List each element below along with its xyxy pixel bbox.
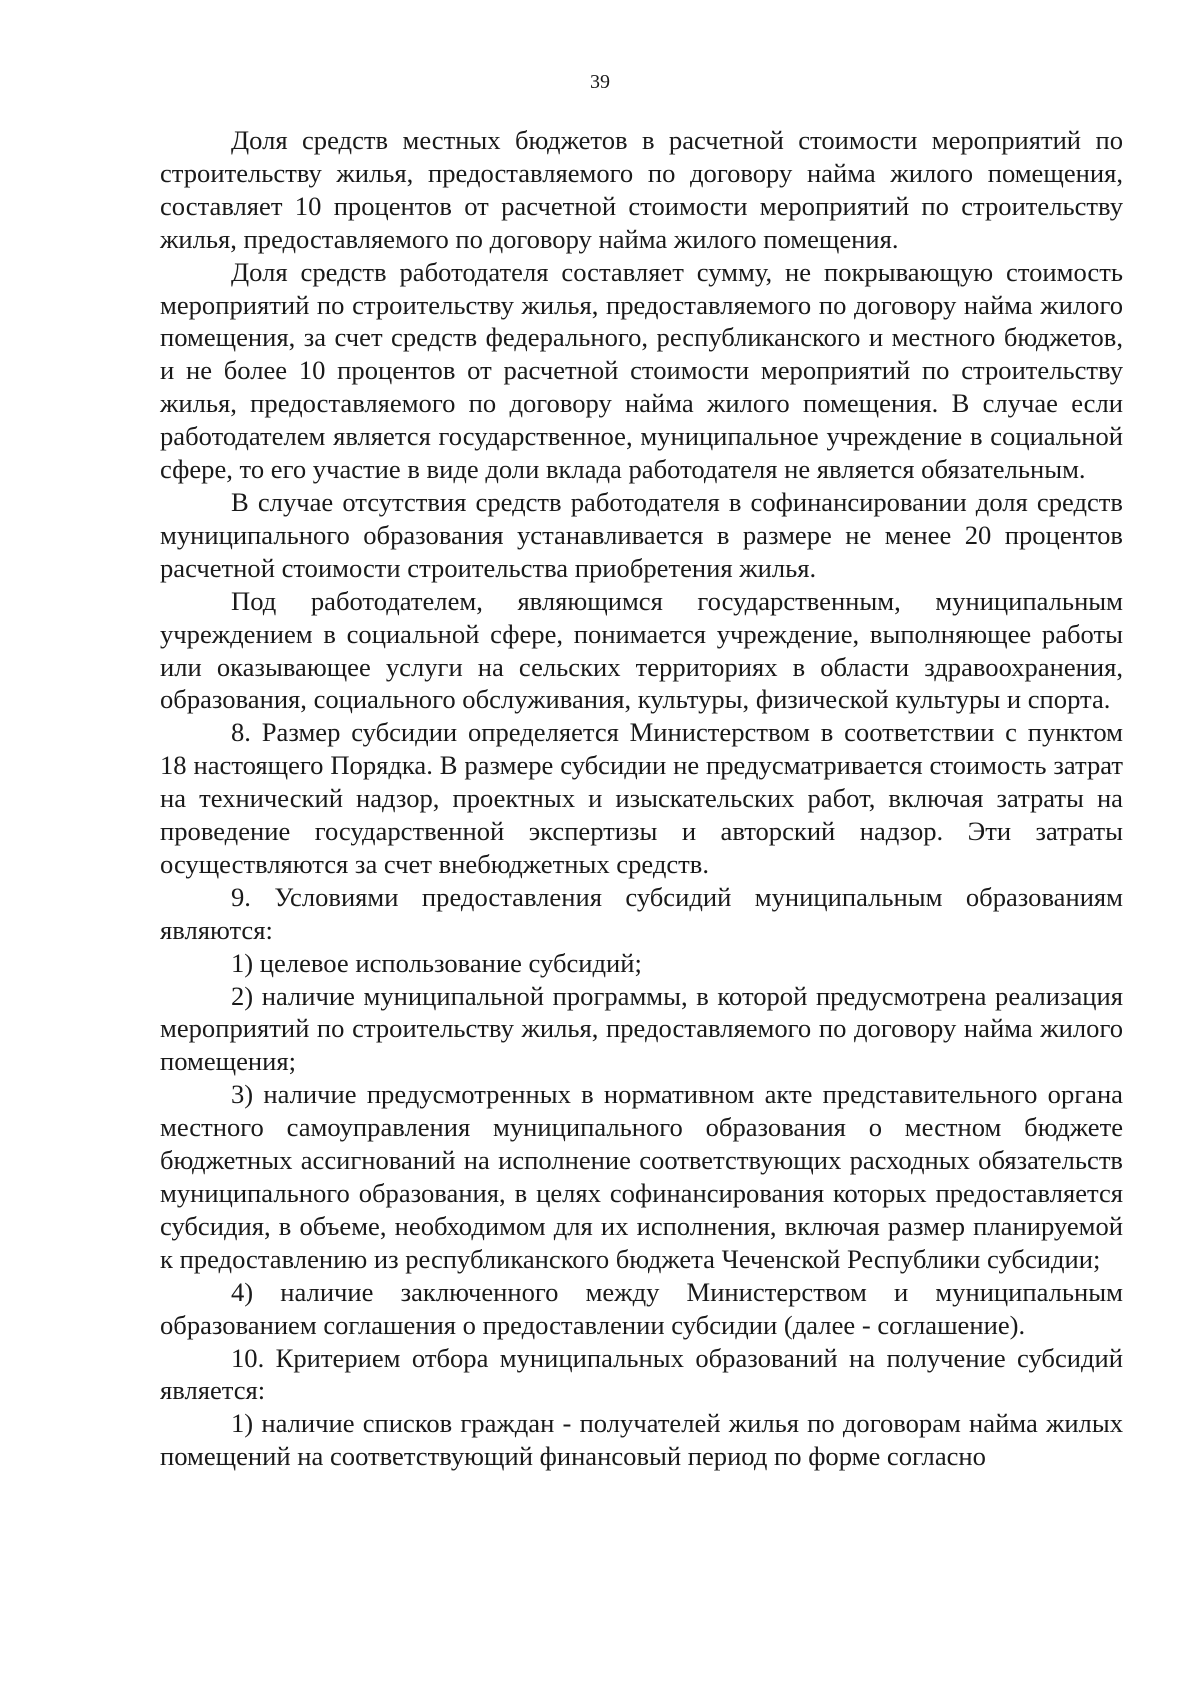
paragraph-no-employer-funds: В случае отсутствия средств работодателя в софинансировании доля средств муниципального образования устанавливается в размере не менее 20 процентов расчетной стоимости строительства приобретения жилья. bbox=[160, 486, 1123, 583]
paragraph-employer-definition: Под работодателем, являющимся государственным, муниципальным учреждением в социальной сфере, понимается учреждение, выполняющее работы или оказывающее услуги на сельских территориях в области здравоохранения, образования, социального обслуживания, культуры, физической культуры и спорта. bbox=[160, 585, 1123, 715]
page-number: 39 bbox=[590, 71, 610, 93]
paragraph-item-10: 10. Критерием отбора муниципальных образований на получение субсидий является: bbox=[160, 1342, 1123, 1406]
paragraph-item-9-4: 4) наличие заключенного между Министерством и муниципальным образованием соглашения о предоставлении субсидии (далее - соглашение). bbox=[160, 1276, 1123, 1340]
paragraph-item-8: 8. Размер субсидии определяется Министерством в соответствии с пунктом 18 настоящего Порядка. В размере субсидии не предусматривается стоимость затрат на технический надзор, проектных и изыскательских работ, включая затраты на проведение государственной экспертизы и авторский надзор. Эти затраты осуществляются за счет внебюджетных средств. bbox=[160, 717, 1123, 879]
paragraph-item-9-1: 1) целевое использование субсидий; bbox=[231, 947, 642, 978]
paragraph-local-budget-share: Доля средств местных бюджетов в расчетной стоимости мероприятий по строительству жилья, предоставляемого по договору найма жилого помещения, составляет 10 процентов от расчетной стоимости мероприятий по строительству жилья, предоставляемого по договору найма жилого помещения. bbox=[160, 125, 1123, 254]
paragraph-item-10-1: 1) наличие списков граждан - получателей жилья по договорам найма жилых помещений на соответствующий финансовый период по форме согласно bbox=[160, 1408, 1123, 1472]
document-body bbox=[160, 124, 1123, 1473]
paragraph-item-9-3: 3) наличие предусмотренных в нормативном акте представительного органа местного самоуправления муниципального образования о местном бюджете бюджетных ассигнований на исполнение соответствующих расходных обязательств муниципального образования, в целях софинансирования которых предоставляется субсидия, в объеме, необходимом для их исполнения, включая размер планируемой к предоставлению из республиканского бюджета Чеченской Республики субсидии; bbox=[160, 1079, 1123, 1274]
paragraph-item-9-2: 2) наличие муниципальной программы, в которой предусмотрена реализация мероприятий по строительству жилья, предоставляемого по договору найма жилого помещения; bbox=[160, 980, 1123, 1077]
paragraph-item-9: 9. Условиями предоставления субсидий муниципальным образованиям являются: bbox=[160, 881, 1123, 945]
paragraph-employer-share: Доля средств работодателя составляет сумму, не покрывающую стоимость мероприятий по строительству жилья, предоставляемого по договору найма жилого помещения, за счет средств федерального, республиканского и местного бюджетов, и не более 10 процентов от расчетной стоимости мероприятий по строительству жилья, предоставляемого по договору найма жилого помещения. В случае если работодателем является государственное, муниципальное учреждение в социальной сфере, то его участие в виде доли вклада работодателя не является обязательным. bbox=[160, 256, 1123, 485]
